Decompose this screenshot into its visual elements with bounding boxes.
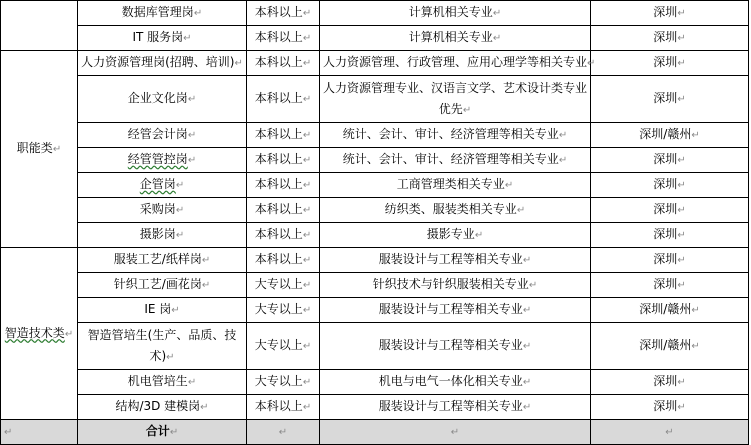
position-cell: 数据库管理岗↵ bbox=[78, 1, 247, 26]
major-cell: 纺织类、服装类相关专业↵ bbox=[320, 198, 591, 223]
position-cell: 企管岗↵ bbox=[78, 173, 247, 198]
table-row bbox=[1, 173, 749, 198]
position-cell: 服装工艺/纸样岗↵ bbox=[78, 248, 247, 273]
major-cell: 计算机相关专业↵ bbox=[320, 1, 591, 26]
education-cell: 大专以上↵ bbox=[247, 323, 320, 370]
total-label: 合计↵ bbox=[78, 420, 247, 445]
major-cell: 服装设计与工程等相关专业↵ bbox=[320, 248, 591, 273]
location-cell: 深圳↵ bbox=[591, 26, 749, 51]
location-cell: 深圳↵ bbox=[591, 223, 749, 248]
education-cell: 本科以上↵ bbox=[247, 76, 320, 123]
major-cell: 服装设计与工程等相关专业↵ bbox=[320, 298, 591, 323]
location-cell: 深圳↵ bbox=[591, 273, 749, 298]
education-cell: 本科以上↵ bbox=[247, 1, 320, 26]
major-cell: 人力资源管理专业、汉语言文学、艺术设计类专业优先↵ bbox=[320, 76, 591, 123]
position-cell: 经管会计岗↵ bbox=[78, 123, 247, 148]
location-cell: 深圳↵ bbox=[591, 248, 749, 273]
education-cell: 本科以上↵ bbox=[247, 173, 320, 198]
location-cell: 深圳/赣州↵ bbox=[591, 323, 749, 370]
total-row bbox=[1, 420, 749, 445]
total-location-cell: ↵ bbox=[591, 420, 749, 445]
total-education-cell: ↵ bbox=[247, 420, 320, 445]
education-cell: 大专以上↵ bbox=[247, 273, 320, 298]
location-cell: 深圳↵ bbox=[591, 370, 749, 395]
education-cell: 本科以上↵ bbox=[247, 51, 320, 76]
table-row bbox=[1, 148, 749, 173]
major-cell: 人力资源管理、行政管理、应用心理学等相关专业↵ bbox=[320, 51, 591, 76]
education-cell: 本科以上↵ bbox=[247, 123, 320, 148]
education-cell: 本科以上↵ bbox=[247, 395, 320, 420]
table-row bbox=[1, 123, 749, 148]
table-row bbox=[1, 51, 749, 76]
location-cell: 深圳/赣州↵ bbox=[591, 298, 749, 323]
total-major-cell: ↵ bbox=[320, 420, 591, 445]
major-cell: 服装设计与工程等相关专业↵ bbox=[320, 395, 591, 420]
location-cell: 深圳↵ bbox=[591, 1, 749, 26]
education-cell: 大专以上↵ bbox=[247, 298, 320, 323]
position-cell: IE 岗↵ bbox=[78, 298, 247, 323]
location-cell: 深圳/赣州↵ bbox=[591, 123, 749, 148]
education-cell: 本科以上↵ bbox=[247, 248, 320, 273]
major-cell: 机电与电气一体化相关专业↵ bbox=[320, 370, 591, 395]
table-row bbox=[1, 298, 749, 323]
position-cell: 智造管培生(生产、品质、技术)↵ bbox=[78, 323, 247, 370]
position-cell: IT 服务岗↵ bbox=[78, 26, 247, 51]
total-category-cell: ↵ bbox=[1, 420, 78, 445]
major-cell: 针织技术与针织服装相关专业↵ bbox=[320, 273, 591, 298]
table-row bbox=[1, 198, 749, 223]
major-cell: 工商管理类相关专业↵ bbox=[320, 173, 591, 198]
table-row bbox=[1, 26, 749, 51]
location-cell: 深圳↵ bbox=[591, 395, 749, 420]
location-cell: 深圳↵ bbox=[591, 148, 749, 173]
table-row bbox=[1, 1, 749, 26]
location-cell: 深圳↵ bbox=[591, 51, 749, 76]
category-cell: 职能类↵ bbox=[1, 51, 78, 248]
location-cell: 深圳↵ bbox=[591, 76, 749, 123]
major-cell: 统计、会计、审计、经济管理等相关专业↵ bbox=[320, 148, 591, 173]
category-cell: 智造技术类↵ bbox=[1, 248, 78, 420]
position-cell: 结构/3D 建模岗↵ bbox=[78, 395, 247, 420]
table-row bbox=[1, 273, 749, 298]
education-cell: 本科以上↵ bbox=[247, 198, 320, 223]
category-cell bbox=[1, 1, 78, 51]
position-cell: 针织工艺/画花岗↵ bbox=[78, 273, 247, 298]
position-cell: 摄影岗↵ bbox=[78, 223, 247, 248]
location-cell: 深圳↵ bbox=[591, 173, 749, 198]
table-row bbox=[1, 370, 749, 395]
education-cell: 本科以上↵ bbox=[247, 223, 320, 248]
table-row bbox=[1, 76, 749, 123]
position-cell: 企业文化岗↵ bbox=[78, 76, 247, 123]
education-cell: 大专以上↵ bbox=[247, 370, 320, 395]
table-row bbox=[1, 395, 749, 420]
location-cell: 深圳↵ bbox=[591, 198, 749, 223]
position-cell: 采购岗↵ bbox=[78, 198, 247, 223]
table-row bbox=[1, 248, 749, 273]
position-cell: 经管管控岗↵ bbox=[78, 148, 247, 173]
position-cell: 机电管培生↵ bbox=[78, 370, 247, 395]
table-row bbox=[1, 223, 749, 248]
major-cell: 摄影专业↵ bbox=[320, 223, 591, 248]
major-cell: 服装设计与工程等相关专业↵ bbox=[320, 323, 591, 370]
education-cell: 本科以上↵ bbox=[247, 148, 320, 173]
table-row bbox=[1, 323, 749, 370]
position-cell: 人力资源管理岗(招聘、培训)↵ bbox=[78, 51, 247, 76]
major-cell: 计算机相关专业↵ bbox=[320, 26, 591, 51]
education-cell: 本科以上↵ bbox=[247, 26, 320, 51]
major-cell: 统计、会计、审计、经济管理等相关专业↵ bbox=[320, 123, 591, 148]
